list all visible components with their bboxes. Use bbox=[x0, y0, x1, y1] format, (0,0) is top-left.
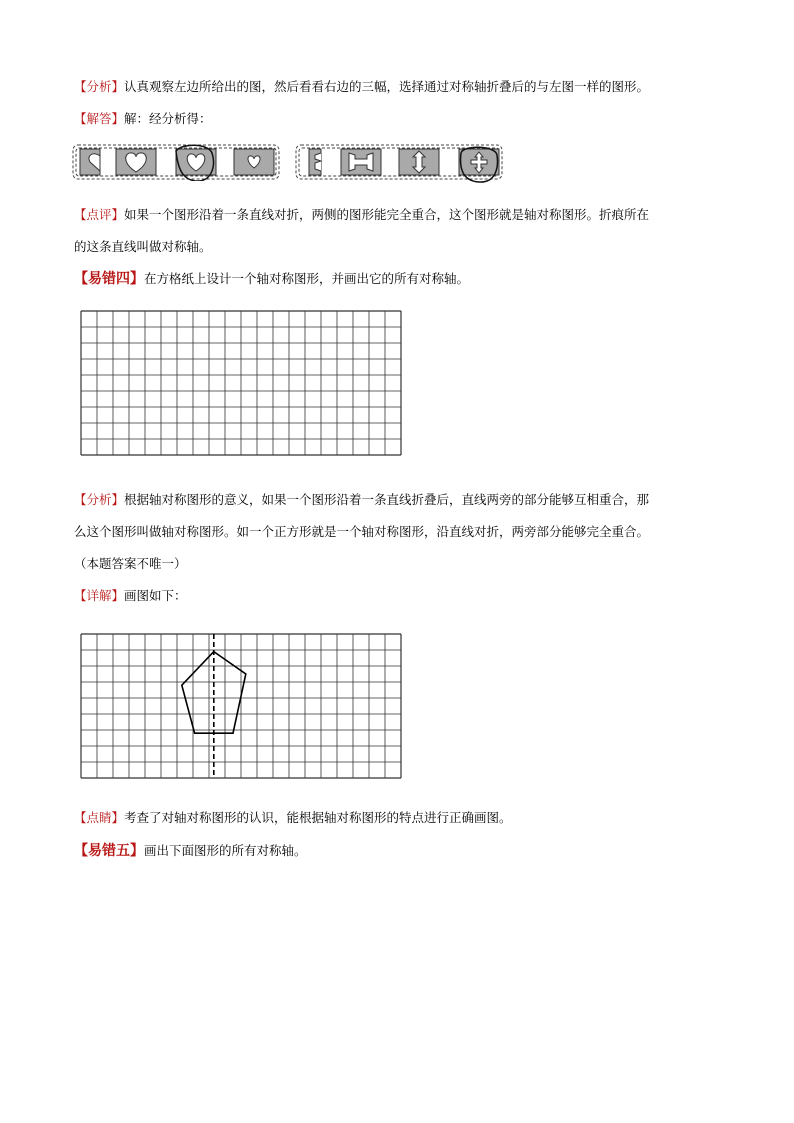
detail-tag: 【详解】 bbox=[74, 588, 125, 603]
shape-strip-right bbox=[295, 143, 505, 183]
comment-line-1 bbox=[74, 207, 649, 223]
detail-text: 画图如下： bbox=[124, 588, 187, 603]
mistake-4-text: 在方格纸上设计一个轴对称图形，并画出它的所有对称轴。 bbox=[144, 271, 470, 286]
analysis-2-line-1 bbox=[74, 492, 649, 508]
comment-tag: 【点评】 bbox=[74, 207, 125, 222]
comment-text-2: 的这条直线叫做对称轴。 bbox=[74, 239, 212, 254]
analysis-2-line-2 bbox=[74, 524, 649, 540]
analysis-2-text-3: （本题答案不唯一） bbox=[74, 556, 187, 571]
analysis-2-text-1: 根据轴对称图形的意义，如果一个图形沿着一条直线折叠后，直线两旁的部分能够互相重合，那 bbox=[124, 492, 650, 507]
cross-arrow-icon-circled bbox=[459, 147, 499, 182]
analysis-2-line-3 bbox=[74, 556, 187, 572]
analysis-1-line bbox=[74, 79, 649, 95]
analysis-tag: 【分析】 bbox=[74, 79, 125, 94]
mistake-4-tag: 【易错四】 bbox=[74, 271, 144, 287]
mistake-4-line bbox=[74, 271, 469, 287]
h-beam-icon bbox=[341, 149, 381, 175]
detail-line bbox=[74, 588, 187, 604]
analysis-2-tag: 【分析】 bbox=[74, 492, 125, 507]
remark-text: 考查了对轴对称图形的认识，能根据轴对称图形的特点进行正确画图。 bbox=[124, 810, 512, 825]
answer-text: 解：经分析得： bbox=[124, 111, 212, 126]
mistake-5-text: 画出下面图形的所有对称轴。 bbox=[144, 843, 307, 858]
double-arrow-icon bbox=[399, 149, 439, 175]
remark-line bbox=[74, 810, 512, 826]
half-shape-icon bbox=[309, 149, 321, 175]
comment-line-2 bbox=[74, 239, 212, 255]
small-heart-icon bbox=[234, 149, 274, 175]
half-heart-icon bbox=[80, 149, 100, 175]
heart-icon bbox=[116, 149, 156, 175]
analysis-text: 认真观察左边所给出的图，然后看看右边的三幅，选择通过对称轴折叠后的与左图一样的图形。 bbox=[124, 79, 650, 94]
answer-tag: 【解答】 bbox=[74, 111, 125, 126]
mistake-5-line bbox=[74, 843, 307, 859]
answer-line bbox=[74, 111, 212, 127]
answer-grid-paper bbox=[80, 633, 402, 786]
remark-tag: 【点睛】 bbox=[74, 810, 125, 825]
shape-strip-left bbox=[72, 143, 280, 181]
comment-text-1: 如果一个图形沿着一条直线对折，两侧的图形能完全重合，这个图形就是轴对称图形。折痕所在 bbox=[124, 207, 650, 222]
analysis-2-text-2: 么这个图形叫做轴对称图形。如一个正方形就是一个轴对称图形，沿直线对折，两旁部分能够完全重合。 bbox=[74, 524, 650, 539]
empty-grid-paper bbox=[80, 310, 402, 463]
mistake-5-tag: 【易错五】 bbox=[74, 843, 144, 859]
